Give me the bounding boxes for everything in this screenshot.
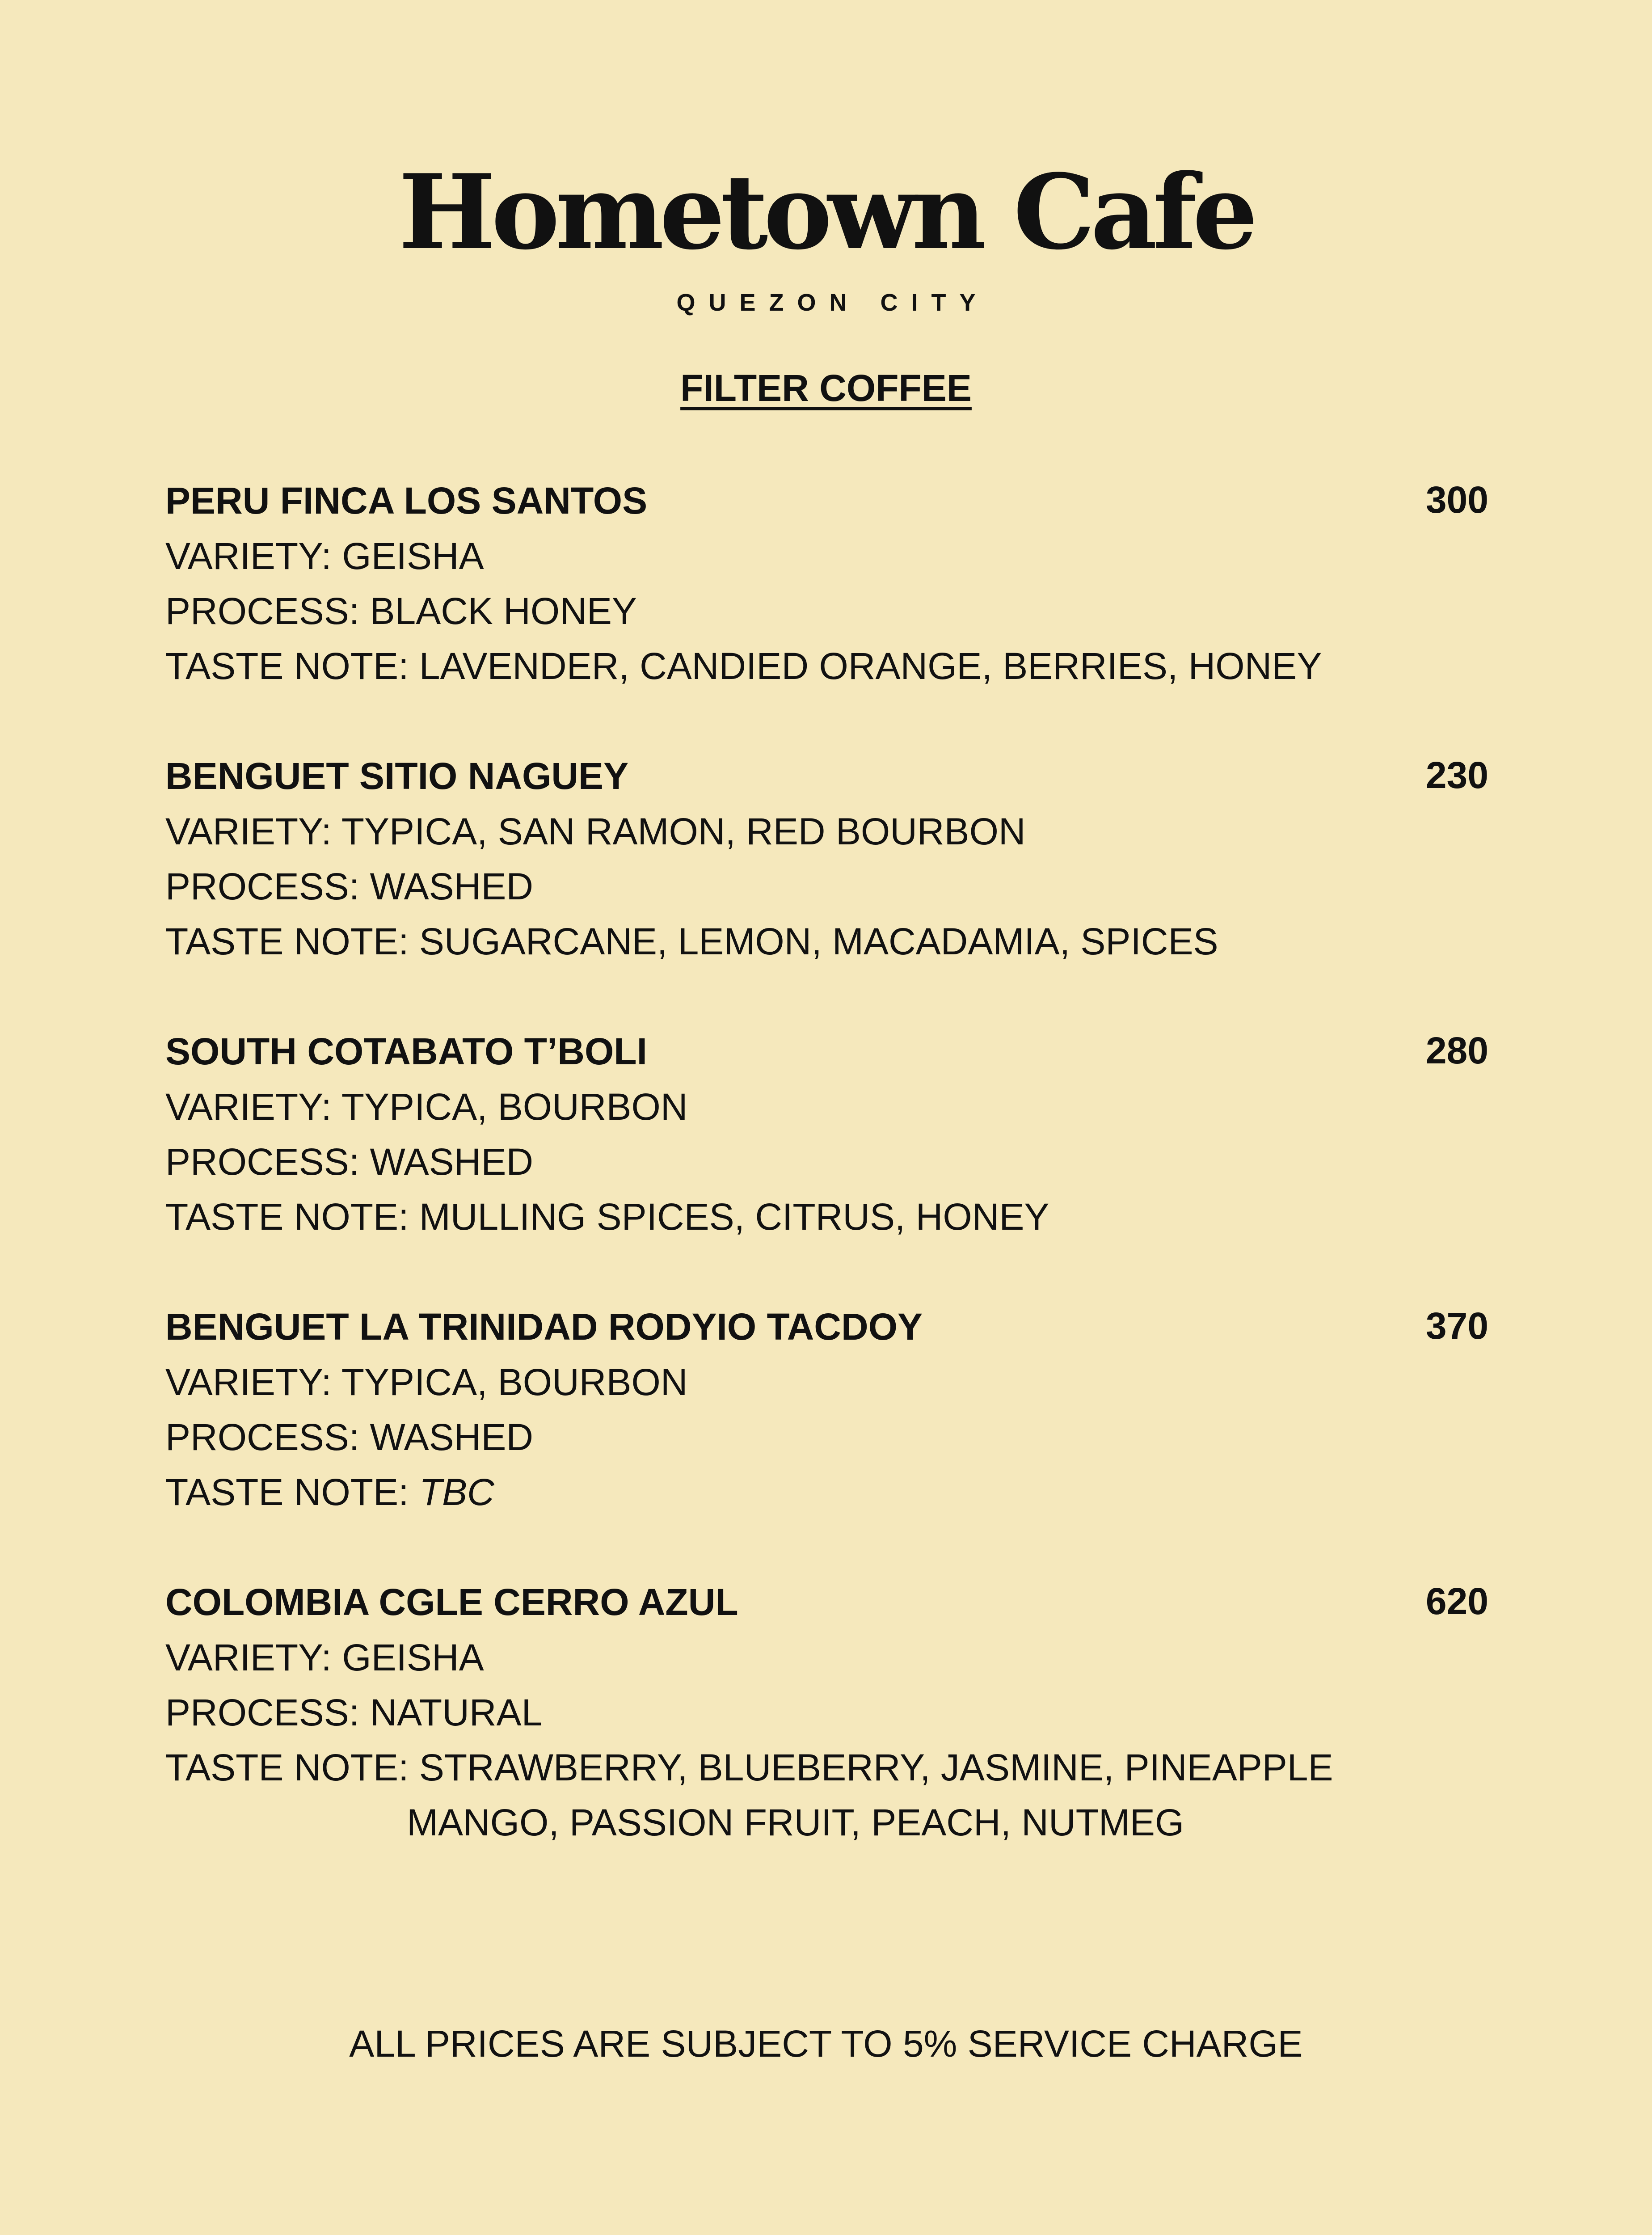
- taste-note-value: STRAWBERRY, BLUEBERRY, JASMINE, PINEAPPLE: [419, 1746, 1333, 1788]
- taste-note-value: LAVENDER, CANDIED ORANGE, BERRIES, HONEY: [419, 645, 1322, 687]
- item-taste-note: [165, 1746, 1488, 1804]
- item-process: PROCESS: WASHED: [165, 1141, 534, 1183]
- brand-logo: Hometown Cafe: [398, 152, 1254, 273]
- item-taste-note: [165, 647, 1488, 702]
- location-subtitle: QUEZON CITY: [676, 289, 989, 316]
- item-price: 370: [1425, 1305, 1488, 1347]
- service-charge-note: ALL PRICES ARE SUBJECT TO 5% SERVICE CHARGE: [349, 2023, 1303, 2065]
- item-name: BENGUET SITIO NAGUEY: [165, 755, 629, 797]
- item-name: PERU FINCA LOS SANTOS: [165, 480, 648, 522]
- item-price: 620: [1425, 1580, 1488, 1622]
- item-price: 230: [1425, 754, 1488, 796]
- item-name: BENGUET LA TRINIDAD RODYIO TACDOY: [165, 1306, 923, 1348]
- section-title: [0, 369, 1652, 407]
- item-variety: VARIETY: TYPICA, BOURBON: [165, 1086, 688, 1128]
- item-process: PROCESS: BLACK HONEY: [165, 590, 637, 632]
- menu-item: [165, 479, 1488, 702]
- menu-item: [165, 1580, 1488, 1859]
- item-name: SOUTH COTABATO T’BOLI: [165, 1030, 647, 1072]
- item-taste-note: [165, 920, 1488, 978]
- item-process: PROCESS: WASHED: [165, 865, 534, 907]
- taste-note-label: TASTE NOTE:: [165, 1746, 419, 1788]
- item-variety: VARIETY: GEISHA: [165, 535, 484, 577]
- taste-note-value-continued: MANGO, PASSION FRUIT, PEACH, NUTMEG: [407, 1801, 1184, 1843]
- menu-item: [165, 1029, 1488, 1253]
- item-price: 280: [1425, 1029, 1488, 1071]
- taste-note-label: TASTE NOTE:: [165, 645, 419, 687]
- taste-note-label: TASTE NOTE:: [165, 920, 419, 962]
- taste-note-label: TASTE NOTE:: [165, 1471, 419, 1513]
- item-taste-note: [165, 1473, 1488, 1528]
- menu-item: [165, 754, 1488, 978]
- item-variety: VARIETY: TYPICA, SAN RAMON, RED BOURBON: [165, 810, 1026, 852]
- taste-note-label: TASTE NOTE:: [165, 1196, 419, 1238]
- taste-note-value: MULLING SPICES, CITRUS, HONEY: [419, 1196, 1049, 1238]
- menu-item: [165, 1305, 1488, 1528]
- item-price: 300: [1425, 479, 1488, 521]
- item-variety: VARIETY: TYPICA, BOURBON: [165, 1361, 688, 1403]
- item-taste-note: [165, 1198, 1488, 1253]
- item-variety: VARIETY: GEISHA: [165, 1636, 484, 1678]
- taste-note-value: TBC: [419, 1471, 494, 1513]
- item-taste-note-continued: [165, 1801, 1488, 1859]
- taste-note-value: SUGARCANE, LEMON, MACADAMIA, SPICES: [419, 920, 1218, 962]
- item-process: PROCESS: WASHED: [165, 1416, 534, 1458]
- section-title-text: FILTER COFFEE: [680, 367, 972, 409]
- item-process: PROCESS: NATURAL: [165, 1691, 543, 1733]
- item-name: COLOMBIA CGLE CERRO AZUL: [165, 1581, 738, 1623]
